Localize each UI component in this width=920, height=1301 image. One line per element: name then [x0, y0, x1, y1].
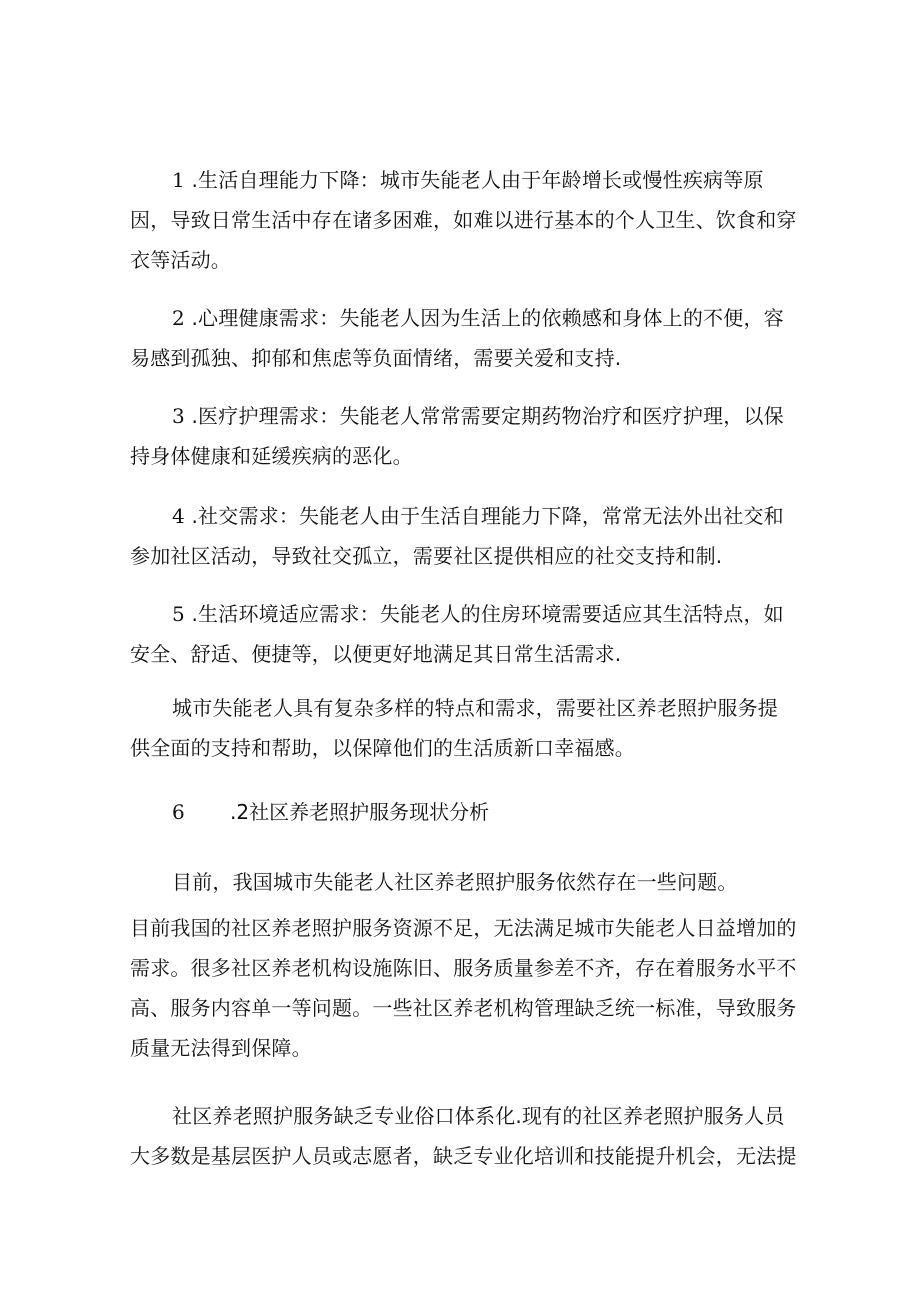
summary-paragraph: 城市失能老人具有复杂多样的特点和需求，需要社区养老照护服务提供全面的支持和帮助，以保障他们的生活质新口幸福感。: [130, 696, 778, 760]
list-item-number: 4: [172, 504, 185, 528]
list-item-1: [130, 160, 798, 280]
body-paragraph-2: 社区养老照护服务缺乏专业俗口体系化.现有的社区养老照护服务人员大多数是基层医护人员或志愿者，缺乏专业化培训和技能提升机会，无法提: [130, 1104, 797, 1168]
list-item-text: .生活自理能力下降：城市失能老人由于年龄增长或慢性疾病等原因，导致日常生活中存在诸多困难，如难以进行基本的个人卫生、饮食和穿衣等活动。: [130, 168, 797, 272]
section-heading: [172, 792, 489, 832]
list-item-number: 2: [172, 306, 185, 330]
list-item-number: 5: [172, 602, 185, 626]
list-item-5: [130, 594, 798, 674]
section-title: .2社区养老照护服务现状分析: [230, 800, 490, 824]
list-item-text: .心理健康需求：失能老人因为生活上的依赖感和身体上的不便，容易感到孤独、抑郁和焦虑等负面情绪，需要关爱和支持.: [130, 306, 784, 370]
body-paragraph-1: 目前我国的社区养老照护服务资源不足，无法满足城市失能老人日益增加的需求。很多社区养老机构设施陈旧、服务质量参差不齐，存在着服务水平不高、服务内容单一等问题。一些社区养老机构管理缺乏统一标准，导致服务质量无法得到保障。: [130, 916, 797, 1060]
list-item-number: 1: [172, 168, 185, 192]
list-item-number: 3: [172, 404, 185, 428]
list-item-text: .生活环境适应需求：失能老人的住房环境需要适应其生活特点，如安全、舒适、便捷等，以便更好地满足其日常生活需求.: [130, 602, 784, 666]
list-item-4: [130, 496, 798, 576]
section-number: 6: [172, 800, 185, 824]
list-item-text: .社交需求：失能老人由于生活自理能力下降，常常无法外出社交和参加社区活动，导致社交孤立，需要社区提供相应的社交支持和制.: [130, 504, 784, 568]
list-item-text: .医疗护理需求：失能老人常常需要定期药物治疗和医疗护理，以保持身体健康和延缓疾病的恶化。: [130, 404, 784, 468]
list-item-2: [130, 298, 798, 378]
list-item-3: [130, 396, 798, 476]
intro-paragraph: 目前，我国城市失能老人社区养老照护服务依然存在一些问题。: [172, 870, 738, 894]
